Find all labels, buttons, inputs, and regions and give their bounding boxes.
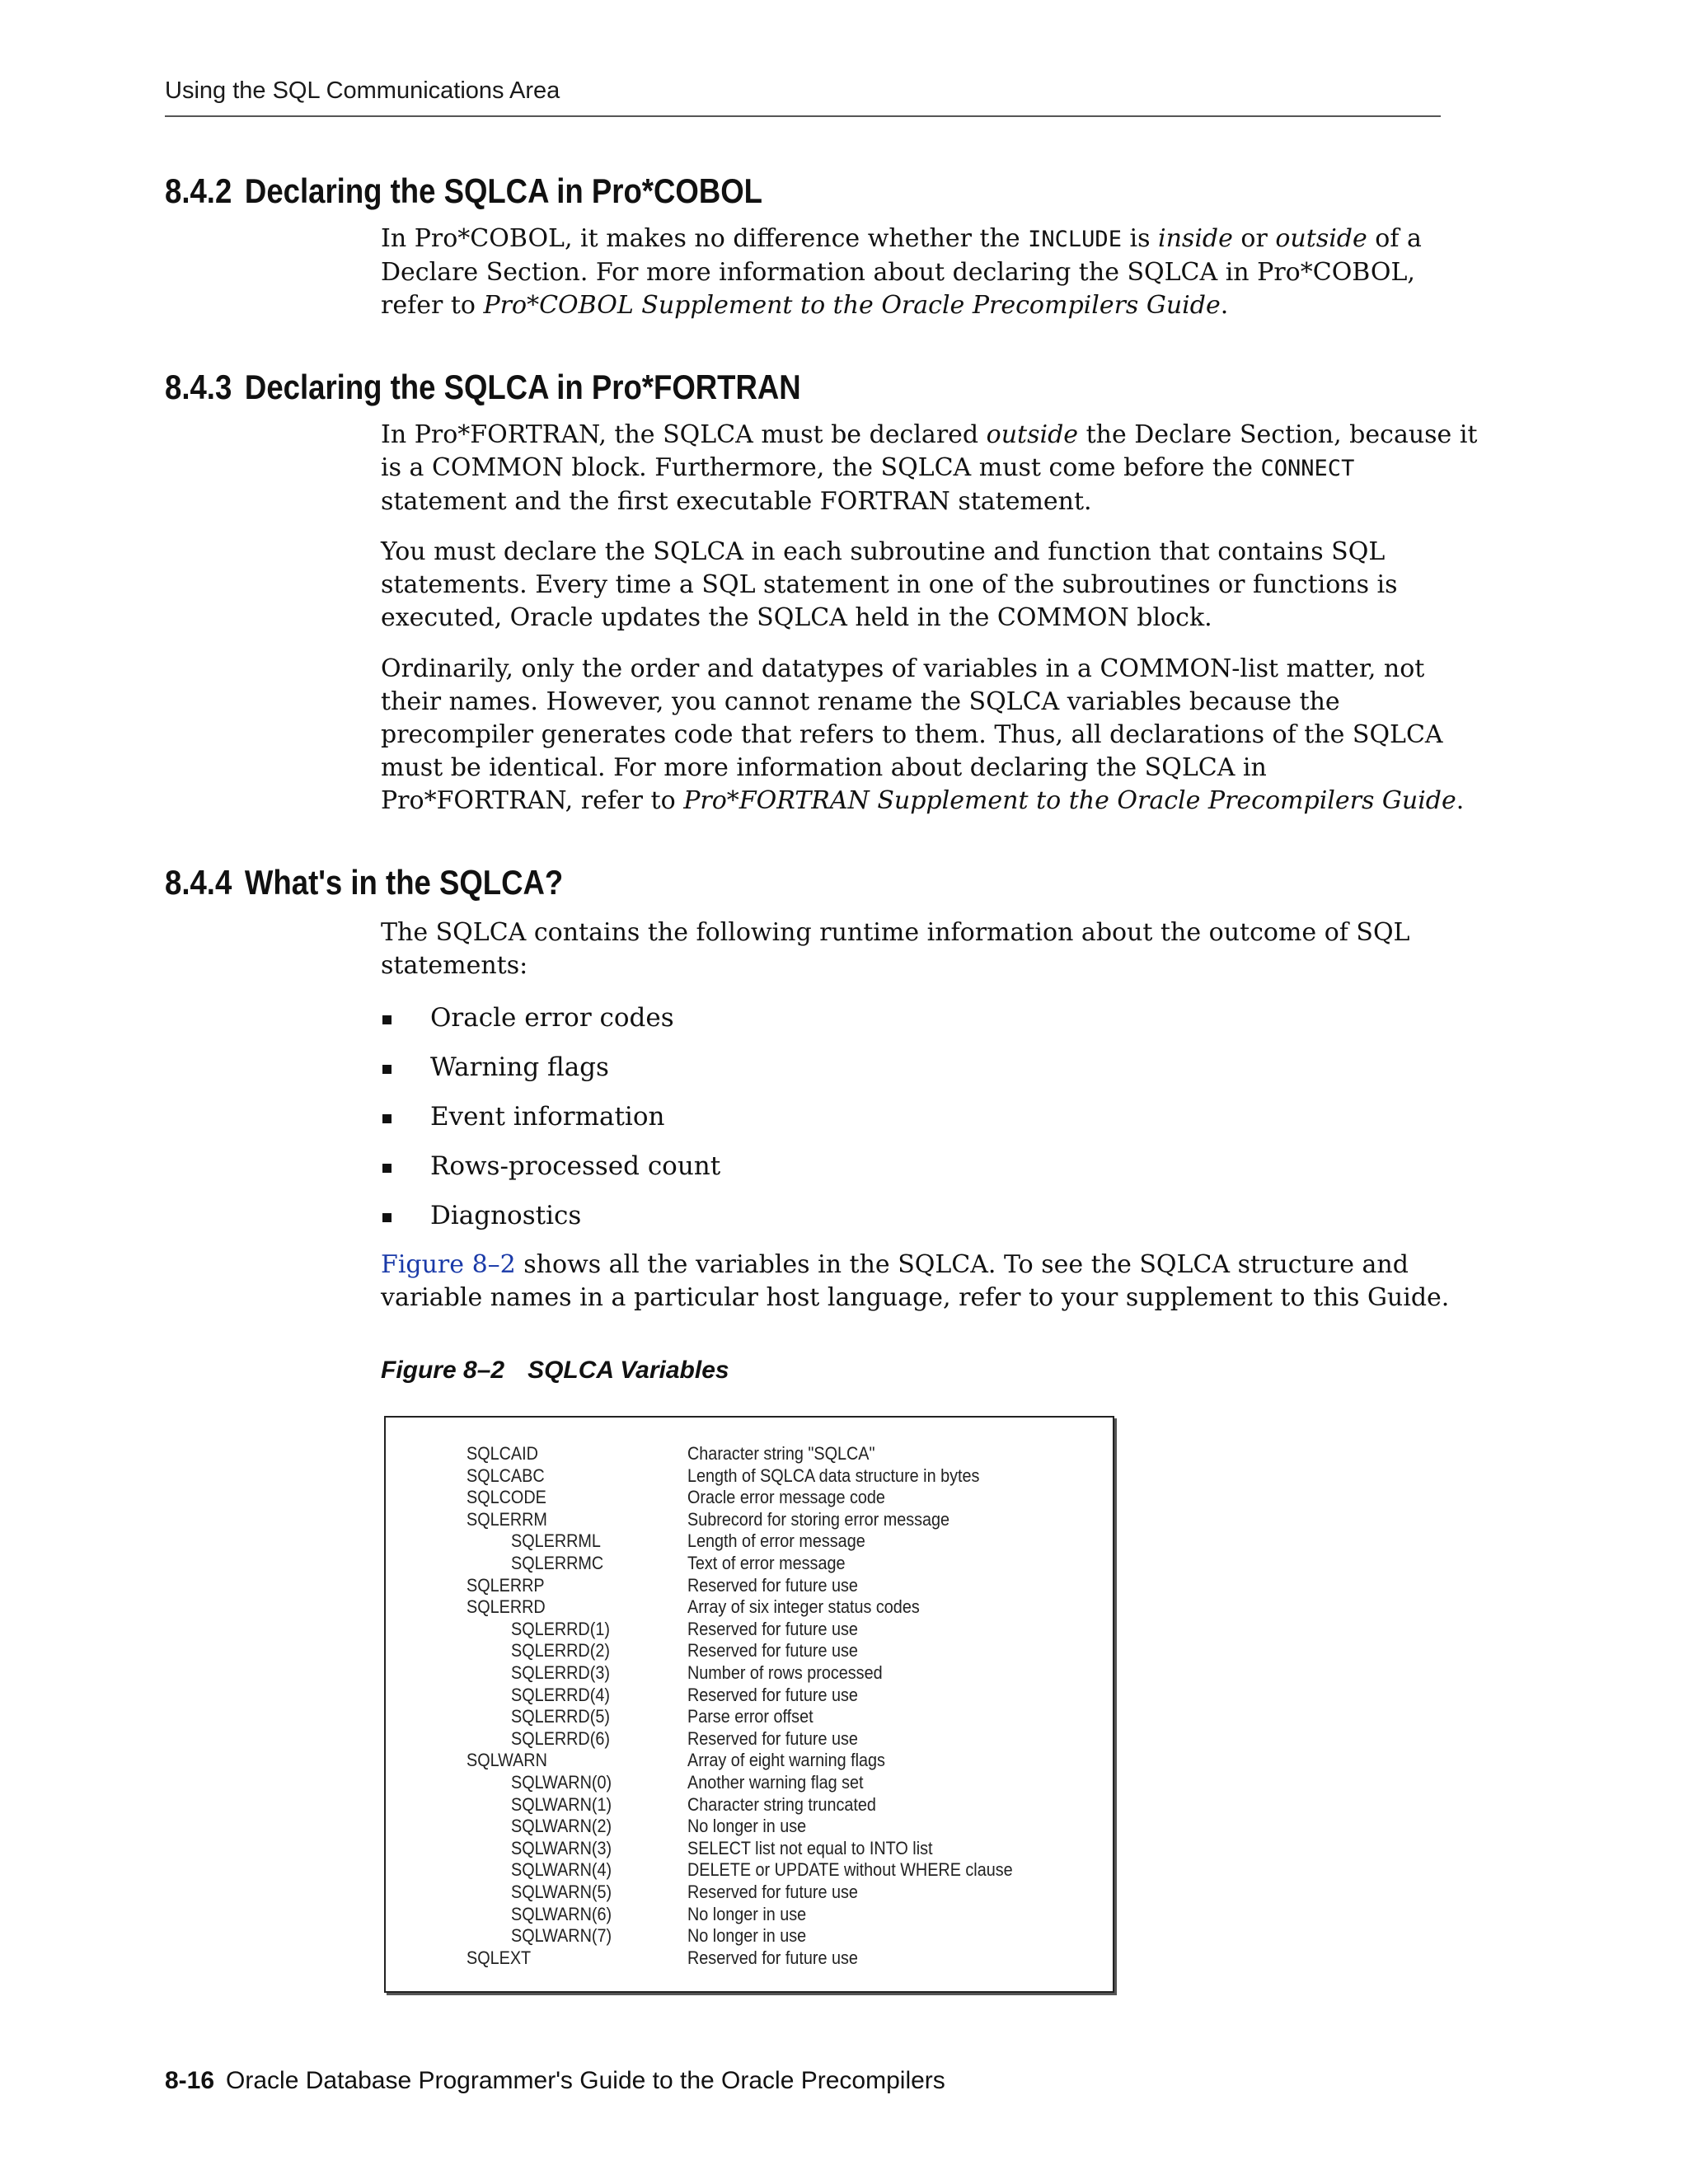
header-rule xyxy=(165,115,1441,117)
variable-description: Parse error offset xyxy=(687,1706,814,1727)
variable-name: SQLWARN(0) xyxy=(511,1772,612,1793)
variable-description: Reserved for future use xyxy=(687,1947,858,1968)
bullet-square-icon xyxy=(382,1213,392,1222)
variable-description: Oracle error message code xyxy=(687,1487,885,1508)
sqlca-variables-figure xyxy=(384,1416,1114,1993)
section-8-4-4-body-2 xyxy=(381,1249,1450,1315)
variable-description: Array of eight warning flags xyxy=(687,1750,885,1771)
list-item-text: Warning flags xyxy=(430,1052,609,1082)
bullet-square-icon xyxy=(382,1065,392,1074)
sqlca-variable-row xyxy=(386,1487,1113,1509)
section-8-4-3-body xyxy=(381,419,1478,518)
variable-name: SQLWARN xyxy=(467,1750,547,1771)
variable-name: SQLERRD(2) xyxy=(511,1640,610,1661)
sqlca-variable-row xyxy=(386,1947,1113,1970)
sqlca-variable-row xyxy=(386,1509,1113,1531)
sqlca-variable-row xyxy=(386,1772,1113,1794)
text-run: of a xyxy=(1367,224,1422,253)
sqlca-variable-row xyxy=(386,1750,1113,1772)
variable-name: SQLERRD(6) xyxy=(511,1727,610,1749)
list-item-text: Event information xyxy=(430,1102,665,1132)
section-8-4-2-body xyxy=(381,223,1444,322)
text-run: statements. Every time a SQL statement in one of the subroutines or functions is xyxy=(381,570,1398,599)
code-connect: CONNECT xyxy=(1260,456,1355,481)
emphasis-outside: outside xyxy=(1275,224,1367,253)
variable-description: Reserved for future use xyxy=(687,1618,858,1639)
text-run: Ordinarily, only the order and datatypes of variables in a COMMON-list matter, not xyxy=(381,654,1425,683)
list-item-text: Rows-processed count xyxy=(430,1151,721,1181)
section-number: 8.4.4 xyxy=(165,863,232,902)
list-item xyxy=(381,1199,720,1249)
bullet-square-icon xyxy=(382,1015,392,1024)
variable-description: Character string truncated xyxy=(687,1793,876,1815)
paragraph xyxy=(381,536,1444,635)
figure-link[interactable]: Figure 8–2 xyxy=(381,1250,516,1279)
sqlca-variable-row xyxy=(386,1465,1113,1488)
sqlca-variable-row xyxy=(386,1530,1113,1553)
text-run: The SQLCA contains the following runtime information about the outcome of SQL xyxy=(381,918,1410,947)
text-run: In Pro*COBOL, it makes no difference whether the xyxy=(381,224,1029,253)
emphasis-outside: outside xyxy=(986,420,1079,449)
variable-name: SQLWARN(4) xyxy=(511,1859,612,1881)
sqlca-variable-row xyxy=(386,1553,1113,1575)
figure-label: Figure 8–2 xyxy=(381,1357,505,1384)
sqlca-variable-row xyxy=(386,1904,1113,1926)
section-title: What's in the SQLCA? xyxy=(244,863,564,902)
section-8-4-3-body-3 xyxy=(381,653,1465,818)
paragraph xyxy=(381,223,1444,322)
bullet-square-icon xyxy=(382,1114,392,1123)
variable-description: Reserved for future use xyxy=(687,1684,858,1705)
variable-name: SQLERRM xyxy=(467,1508,547,1530)
book-reference: Pro*FORTRAN Supplement to the Oracle Precompilers Guide xyxy=(683,786,1456,815)
section-title: Declaring the SQLCA in Pro*FORTRAN xyxy=(244,368,801,406)
paragraph xyxy=(381,653,1465,818)
section-heading-8-4-2 xyxy=(165,171,762,211)
variable-description: No longer in use xyxy=(687,1925,807,1947)
paragraph xyxy=(381,1249,1450,1315)
variable-name: SQLCAID xyxy=(467,1443,538,1464)
text-run: shows all the variables in the SQLCA. To see the SQLCA structure and xyxy=(515,1250,1409,1279)
sqlca-variable-row xyxy=(386,1662,1113,1685)
figure-title: SQLCA Variables xyxy=(528,1357,729,1384)
bullet-square-icon xyxy=(382,1164,392,1173)
text-run: must be identical. For more information about declaring the SQLCA in xyxy=(381,753,1267,782)
sqlca-variable-row xyxy=(386,1859,1113,1882)
text-run: . xyxy=(1220,291,1229,320)
variable-name: SQLERRD(3) xyxy=(511,1662,610,1683)
variable-name: SQLWARN(2) xyxy=(511,1816,612,1837)
variable-name: SQLWARN(7) xyxy=(511,1925,612,1947)
list-item xyxy=(381,1001,720,1051)
variable-description: Reserved for future use xyxy=(687,1882,858,1902)
figure-caption xyxy=(381,1357,729,1385)
text-run: refer to xyxy=(381,291,484,320)
section-8-4-4-body xyxy=(381,916,1444,982)
variable-description: Length of SQLCA data structure in bytes xyxy=(687,1465,980,1486)
text-run: variable names in a particular host language, refer to your supplement to this Guide. xyxy=(381,1283,1450,1312)
variable-name: SQLWARN(5) xyxy=(511,1882,612,1902)
sqlca-variable-row xyxy=(386,1882,1113,1904)
variable-name: SQLERRD(5) xyxy=(511,1706,610,1727)
text-run: Pro*FORTRAN, refer to xyxy=(381,786,684,815)
text-run: their names. However, you cannot rename the SQLCA variables because the xyxy=(381,687,1340,716)
text-run: executed, Oracle updates the SQLCA held in the COMMON block. xyxy=(381,603,1212,632)
section-number: 8.4.3 xyxy=(165,368,232,406)
variable-description: Text of error message xyxy=(687,1553,846,1573)
sqlca-variable-row xyxy=(386,1443,1113,1465)
variable-description: Another warning flag set xyxy=(687,1772,864,1793)
variable-name: SQLCODE xyxy=(467,1487,546,1508)
variable-name: SQLWARN(3) xyxy=(511,1837,612,1858)
sqlca-variable-row xyxy=(386,1794,1113,1816)
variable-name: SQLERRML xyxy=(511,1530,601,1552)
page-number: 8-16 xyxy=(165,2067,215,2094)
variable-description: Reserved for future use xyxy=(687,1727,858,1749)
sqlca-variable-row xyxy=(386,1925,1113,1947)
list-item xyxy=(381,1150,720,1199)
section-number: 8.4.2 xyxy=(165,171,232,210)
section-heading-8-4-4 xyxy=(165,863,563,902)
variable-name: SQLERRMC xyxy=(511,1553,604,1573)
sqlca-variable-row xyxy=(386,1619,1113,1641)
emphasis-inside: inside xyxy=(1158,224,1233,253)
variable-name: SQLWARN(1) xyxy=(511,1793,612,1815)
code-include: INCLUDE xyxy=(1028,227,1122,252)
variable-description: Reserved for future use xyxy=(687,1574,858,1596)
variable-description: No longer in use xyxy=(687,1816,807,1837)
variable-name: SQLERRD xyxy=(467,1596,546,1618)
section-8-4-3-body-2 xyxy=(381,536,1444,635)
text-run: You must declare the SQLCA in each subroutine and function that contains SQL xyxy=(381,537,1386,566)
list-item-text: Oracle error codes xyxy=(430,1003,674,1033)
variable-name: SQLEXT xyxy=(467,1947,532,1968)
variable-name: SQLWARN(6) xyxy=(511,1903,612,1924)
variable-description: No longer in use xyxy=(687,1903,807,1924)
sqlca-variable-row xyxy=(386,1728,1113,1750)
sqlca-variable-row xyxy=(386,1596,1113,1619)
paragraph xyxy=(381,419,1478,518)
variable-description: Reserved for future use xyxy=(687,1640,858,1661)
section-title: Declaring the SQLCA in Pro*COBOL xyxy=(244,171,762,210)
bullet-list xyxy=(381,1001,720,1249)
variable-description: Subrecord for storing error message xyxy=(687,1508,950,1530)
book-title: Oracle Database Programmer's Guide to the Oracle Precompilers xyxy=(226,2067,945,2094)
text-run: or xyxy=(1232,224,1276,253)
text-run: statement and the first executable FORTRAN statement. xyxy=(381,487,1092,516)
variable-description: Character string "SQLCA" xyxy=(687,1443,875,1464)
variable-name: SQLCABC xyxy=(467,1465,545,1486)
text-run: precompiler generates code that refers to them. Thus, all declarations of the SQLCA xyxy=(381,720,1443,749)
text-run: statements: xyxy=(381,951,528,980)
variable-description: SELECT list not equal to INTO list xyxy=(687,1837,933,1858)
list-item xyxy=(381,1100,720,1150)
variable-name: SQLERRP xyxy=(467,1574,545,1596)
sqlca-variable-row xyxy=(386,1575,1113,1597)
list-item xyxy=(381,1051,720,1100)
text-run: Declare Section. For more information about declaring the SQLCA in Pro*COBOL, xyxy=(381,258,1415,287)
variable-description: Array of six integer status codes xyxy=(687,1596,920,1618)
variable-name: SQLERRD(4) xyxy=(511,1684,610,1705)
text-run: the Declare Section, because it xyxy=(1078,420,1478,449)
text-run: is a COMMON block. Furthermore, the SQLCA must come before the xyxy=(381,453,1261,482)
sqlca-variable-row xyxy=(386,1685,1113,1707)
list-item-text: Diagnostics xyxy=(430,1201,582,1230)
book-reference: Pro*COBOL Supplement to the Oracle Precompilers Guide xyxy=(483,291,1221,320)
section-heading-8-4-3 xyxy=(165,368,801,407)
text-run: In Pro*FORTRAN, the SQLCA must be declared xyxy=(381,420,987,449)
running-header: Using the SQL Communications Area xyxy=(165,77,560,104)
variable-description: Length of error message xyxy=(687,1530,865,1552)
text-run: is xyxy=(1121,224,1159,253)
variable-description: DELETE or UPDATE without WHERE clause xyxy=(687,1859,1013,1881)
sqlca-variable-row xyxy=(386,1816,1113,1838)
sqlca-variable-row xyxy=(386,1640,1113,1662)
sqlca-variable-row xyxy=(386,1838,1113,1860)
paragraph xyxy=(381,916,1444,982)
variable-name: SQLERRD(1) xyxy=(511,1618,610,1639)
page-footer xyxy=(165,2067,945,2095)
variable-description: Number of rows processed xyxy=(687,1662,883,1683)
text-run: . xyxy=(1456,786,1465,815)
sqlca-variable-row xyxy=(386,1706,1113,1728)
